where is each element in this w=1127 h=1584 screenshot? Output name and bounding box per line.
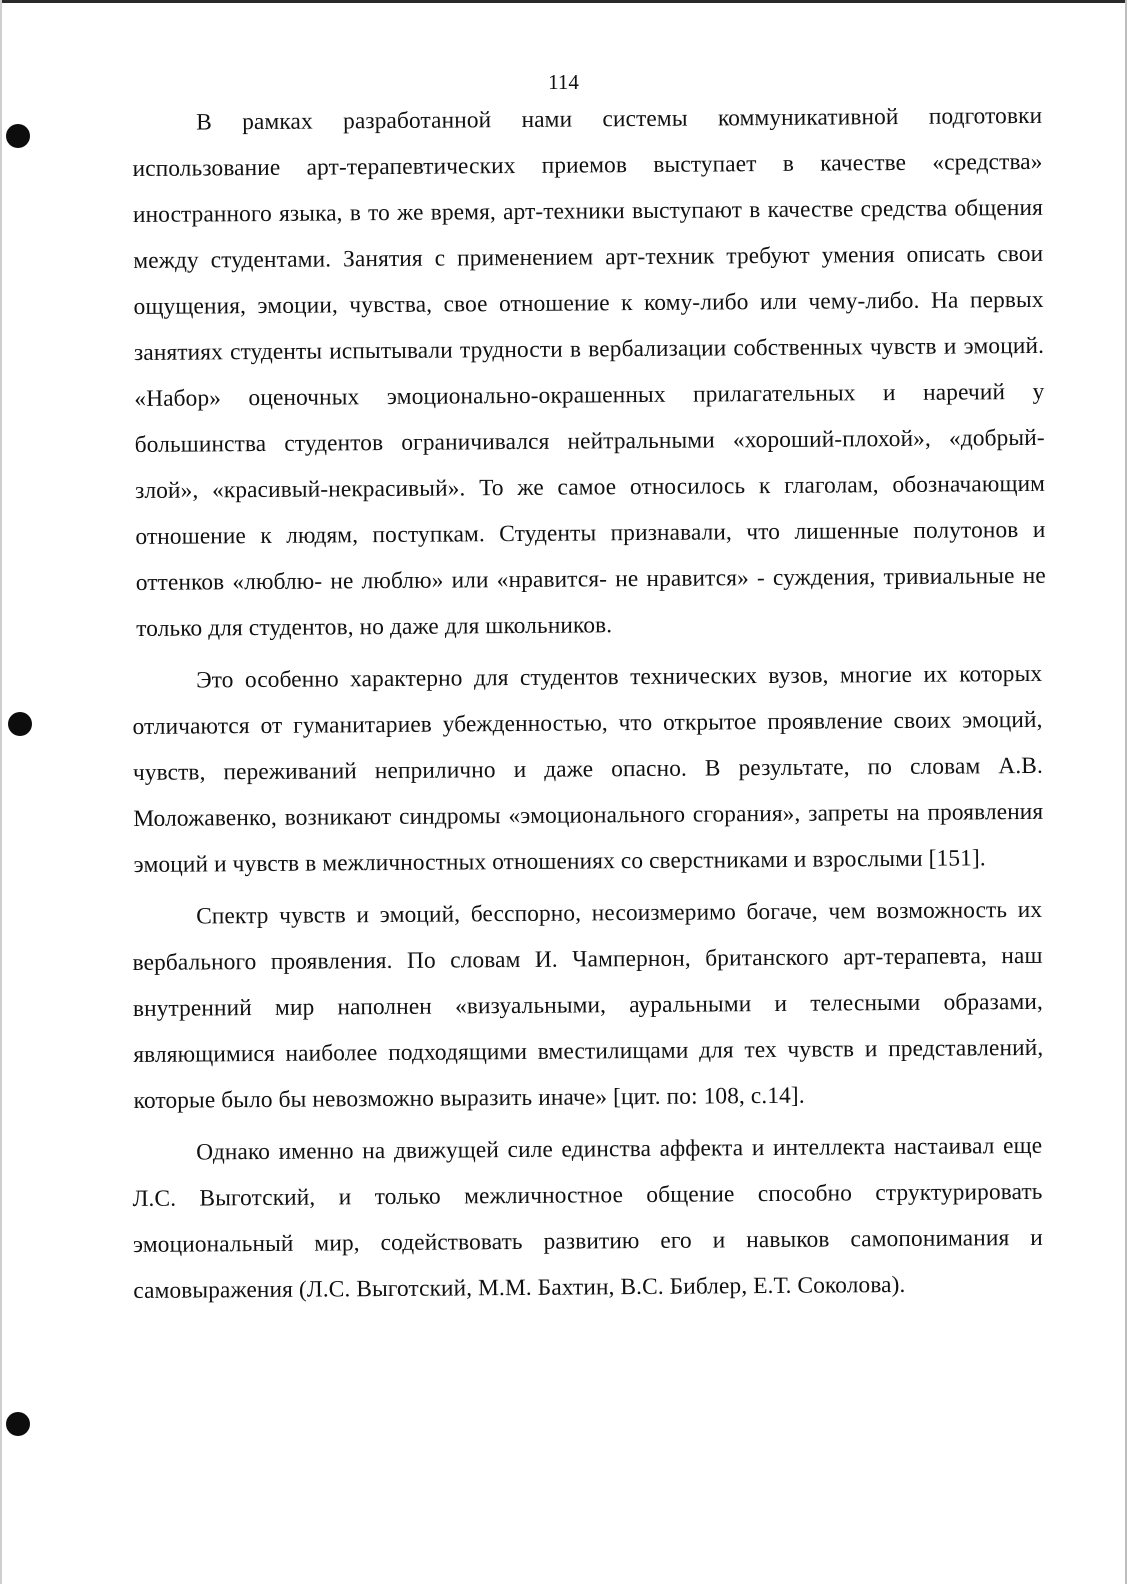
punch-hole-icon: [6, 1412, 30, 1436]
paragraph-4: Однако именно на движущей силе единства аффекта и интеллекта настаивал еще Л.С. Выготский, и только межличностное общение способно структурировать эмоциональный мир, содействовать развитию его и навыков самопонимания и самовыражения (Л.С. Выготский, М.М. Бахтин, В.С. Библер, Е.Т. Соколова).: [132, 1132, 1043, 1304]
paragraph-3: Спектр чувств и эмоций, бесспорно, несоизмеримо богаче, чем возможность их вербального проявления. По словам И. Чампернон, британского арт-терапевта, наш внутренний мир наполнен «визуальными, ауральными и телесными образами, являющимися наиболее подходящими вместилищами для тех чувств и представлений, которые было бы невозможно выразить иначе» [цит. по: 108, с.14].: [132, 896, 1044, 1114]
punch-hole-icon: [8, 712, 32, 736]
body-text: [132, 100, 1046, 1320]
scan-top-edge: [0, 0, 1127, 3]
paragraph-1: В рамках разработанной нами системы коммуникативной подготовки использование арт-терапевтических приемов выступает в качестве «средства» иностранного языка, в то же время, арт-техники выступают в качестве средства общения между студентами. Занятия с применением арт-техник требуют умения описать свои ощущения, эмоции, чувства, свое отношение к кому-либо или чему-либо. На первых занятиях студенты испытывали трудности в вербализации собственных чувств и эмоций. «Набор» оценочных эмоционально-окрашенных прилагательных и наречий у большинства студентов ограничивался нейтральными «хороший-плохой», «добрый-злой», «красивый-некрасивый». То же самое относилось к глаголам, обозначающим отношение к людям, поступкам. Студенты признавали, что лишенные полутонов и оттенков «люблю- не люблю» или «нравится- не нравится» - суждения, тривиальные не только для студентов, но даже для школьников.: [132, 102, 1046, 642]
paragraph-2: Это особенно характерно для студентов технических вузов, многие их которых отличаются от гуманитариев убежденностью, что открытое проявление своих эмоций, чувств, переживаний неприлично и даже опасно. В результате, по словам А.В. Моложавенко, возникают синдромы «эмоционального сгорания», запреты на проявления эмоций и чувств в межличностных отношениях со сверстниками и взрослыми [151].: [132, 660, 1044, 878]
punch-hole-icon: [6, 124, 30, 148]
page-number: 114: [548, 70, 579, 94]
scan-left-edge: [0, 0, 2, 1584]
